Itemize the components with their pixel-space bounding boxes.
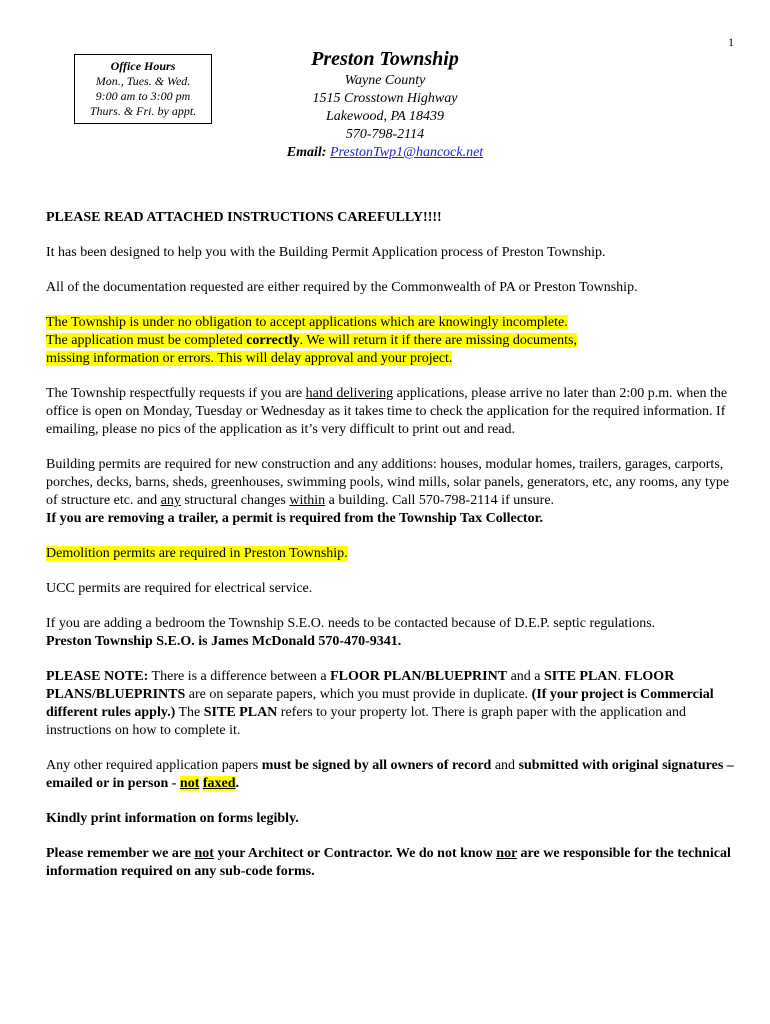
page-number: 1 <box>728 35 734 49</box>
paragraph-responsibility <box>46 845 736 881</box>
text: . <box>235 776 240 791</box>
address-line-2: Lakewood, PA 18439 <box>325 109 445 124</box>
paragraph-signatures <box>46 757 736 793</box>
text: a building. Call 570-798-2114 if unsure. <box>325 493 555 508</box>
paragraph-incomplete-warning <box>46 314 736 368</box>
document-body <box>46 209 736 898</box>
text: refers to your property lot. There is graph paper with the application and instructions on how to complete it. <box>46 705 687 738</box>
paragraph-documentation: All of the documentation requested are either required by the Commonwealth of PA or Preston Township. <box>46 280 638 295</box>
paragraph-purpose: It has been designed to help you with the Building Permit Application process of Preston Township. <box>46 245 606 260</box>
text: structural changes <box>180 493 290 508</box>
bold-text: PLEASE NOTE: <box>46 669 149 684</box>
paragraph-please-note <box>46 668 736 740</box>
text: If you are adding a bedroom the Township S.E.O. needs to be contacted because of D.E.P. septic regulations. <box>46 616 656 631</box>
underlined-any: any <box>160 493 181 508</box>
underlined-not: not <box>194 846 214 861</box>
text: are we responsible for the technical information required on any sub-code forms. <box>46 846 731 879</box>
text: Building permits are required for new construction and any additions: houses, modular homes, trailers, garages, carports, porches, decks, barns, sheds, greenhouses, swimming pools, wind mills, solar panels, generators, etc, any rooms, any type of structure etc. and <box>46 457 730 508</box>
text: . We will return it if there are missing documents, <box>299 333 577 348</box>
text: are on separate papers, which you must provide in duplicate. <box>185 687 532 702</box>
paragraph-seo <box>46 615 736 651</box>
bold-text: SITE PLAN <box>544 669 618 684</box>
bold-correctly: correctly <box>246 333 300 348</box>
seo-contact: Preston Township S.E.O. is James McDonald 570-470-9341. <box>46 634 402 649</box>
email-label: Email: <box>286 145 327 160</box>
text: Any other required application papers <box>46 758 262 773</box>
paragraph-building-permits <box>46 456 736 528</box>
paragraph-demolition <box>46 545 736 563</box>
trailer-permit-note: If you are removing a trailer, a permit is required from the Township Tax Collector. <box>46 511 544 526</box>
phone-number: 570-798-2114 <box>345 127 425 142</box>
text: The <box>175 705 204 720</box>
text: and <box>491 758 519 773</box>
bold-text: FLOOR PLANS/BLUEPRINTS <box>46 669 675 702</box>
paragraph-legibly: Kindly print information on forms legibly. <box>46 811 299 826</box>
underlined-nor: nor <box>496 846 518 861</box>
text: The Township respectfully requests if you are <box>46 386 306 401</box>
text: and a <box>507 669 544 684</box>
township-header <box>240 46 530 162</box>
office-hours-days: Mon., Tues. & Wed. <box>95 74 191 88</box>
county: Wayne County <box>344 73 426 88</box>
office-hours-time: 9:00 am to 3:00 pm <box>95 89 191 103</box>
text: Please remember we are <box>46 846 195 861</box>
bold-text: must be signed by all owners of record <box>261 758 492 773</box>
highlight-not: not <box>179 776 200 791</box>
address-line-1: 1515 Crosstown Highway <box>312 91 458 106</box>
text: . <box>617 669 625 684</box>
text: your Architect or Contractor. We do not know <box>213 846 497 861</box>
highlight-missing: missing information or errors. This will delay approval and your project. <box>46 351 453 366</box>
underlined-hand-delivering: hand delivering <box>305 386 394 401</box>
underlined-within: within <box>289 493 326 508</box>
highlight-completed <box>46 333 577 348</box>
text: The application must be completed <box>46 333 247 348</box>
office-hours-box <box>74 54 212 124</box>
office-hours-title: Office Hours <box>110 59 176 73</box>
bold-text: submitted with original signatures – emailed or in person - <box>46 758 734 791</box>
highlight-obligation: The Township is under no obligation to accept applications which are knowingly incomplete. <box>46 315 568 330</box>
instructions-heading: PLEASE READ ATTACHED INSTRUCTIONS CAREFULLY!!!! <box>46 210 442 225</box>
office-hours-appt: Thurs. & Fri. by appt. <box>89 104 197 118</box>
bold-text: SITE PLAN <box>203 705 278 720</box>
highlight-demolition: Demolition permits are required in Preston Township. <box>46 546 348 561</box>
highlight-faxed: faxed <box>202 776 236 791</box>
bold-text: (If your project is Commercial different rules apply.) <box>46 687 714 720</box>
paragraph-ucc: UCC permits are required for electrical service. <box>46 581 313 596</box>
text: There is a difference between a <box>148 669 331 684</box>
text: applications, please arrive no later than 2:00 p.m. when the office is open on Monday, Tuesday or Wednesday as it takes time to check the application for the required information. If emailing, please no pics of the application as it’s very difficult to print out and read. <box>46 386 728 437</box>
paragraph-hand-delivery <box>46 385 736 439</box>
email-line <box>240 144 530 162</box>
township-name: Preston Township <box>311 48 459 70</box>
bold-text: FLOOR PLAN/BLUEPRINT <box>330 669 508 684</box>
email-link[interactable]: PrestonTwp1@hancock.net <box>329 145 484 160</box>
